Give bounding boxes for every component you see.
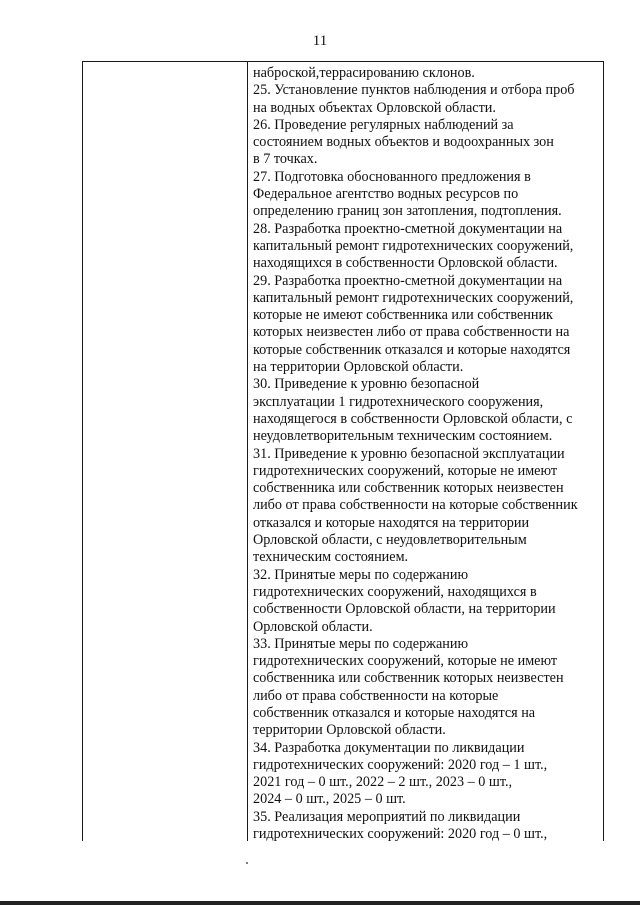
text-line: либо от права собственности на которые: [253, 687, 499, 704]
text-line: капитальный ремонт гидротехнических сооружений,: [253, 289, 574, 306]
text-line: 2021 год – 0 шт., 2022 – 2 шт., 2023 – 0 шт.,: [253, 774, 513, 791]
text-line: неудовлетворительным техническим состоянием.: [253, 428, 553, 445]
text-line: которых неизвестен либо от права собственности на: [253, 324, 570, 341]
text-line: 2024 – 0 шт., 2025 – 0 шт.: [253, 791, 406, 808]
text-line: капитальный ремонт гидротехнических сооружений,: [253, 237, 574, 254]
table-left-cell: [83, 62, 247, 841]
document-table: [82, 61, 604, 841]
text-line: 29. Разработка проектно-сметной документации на: [253, 272, 563, 289]
text-line: 32. Принятые меры по содержанию: [253, 566, 469, 583]
text-line: территории Орловской области.: [253, 722, 446, 739]
text-line: Федеральное агентство водных ресурсов по: [253, 186, 519, 203]
text-line: 27. Подготовка обоснованного предложения в: [253, 168, 531, 185]
text-line: 33. Принятые меры по содержанию: [253, 635, 469, 652]
text-line: 31. Приведение к уровню безопасной эксплуатации: [253, 445, 565, 462]
text-line: 26. Проведение регулярных наблюдений за: [253, 116, 514, 133]
text-line: техническим состоянием.: [253, 549, 409, 566]
text-line: Орловской области, с неудовлетворительным: [253, 532, 527, 549]
scan-speck: [246, 862, 248, 864]
text-line: либо от права собственности на которые собственник: [253, 497, 578, 514]
text-line: на водных объектах Орловской области.: [253, 99, 496, 116]
text-line: на территории Орловской области.: [253, 359, 464, 376]
text-line: 35. Реализация мероприятий по ликвидации: [253, 808, 521, 825]
table-right-cell: [253, 65, 601, 843]
text-line: состоянием водных объектов и водоохранных зон: [253, 134, 554, 151]
text-line: гидротехнических сооружений: 2020 год – 1 шт.,: [253, 756, 548, 773]
text-line: гидротехнических сооружений, которые не имеют: [253, 462, 558, 479]
text-line: 34. Разработка документации по ликвидации: [253, 739, 525, 756]
text-line: определению границ зон затопления, подтопления.: [253, 203, 562, 220]
text-line: собственности Орловской области, на территории: [253, 601, 556, 618]
scan-bottom-edge: [0, 901, 640, 905]
text-line: 30. Приведение к уровню безопасной: [253, 376, 480, 393]
text-line: которые не имеют собственника или собственник: [253, 307, 553, 324]
text-line: находящихся в собственности Орловской области.: [253, 255, 558, 272]
text-line: 25. Установление пунктов наблюдения и отбора проб: [253, 82, 575, 99]
text-line: собственника или собственник которых неизвестен: [253, 480, 564, 497]
text-line: гидротехнических сооружений: 2020 год – 0 шт.,: [253, 826, 548, 843]
text-line: отказался и которые находятся на территории: [253, 514, 530, 531]
column-divider: [247, 62, 248, 841]
text-line: собственника или собственник которых неизвестен: [253, 670, 564, 687]
text-line: наброской,террасированию склонов.: [253, 65, 475, 81]
text-line: собственник отказался и которые находятся на: [253, 704, 536, 721]
text-line: находящегося в собственности Орловской области, с: [253, 410, 573, 427]
page-number: 11: [312, 33, 328, 49]
text-line: Орловской области.: [253, 618, 373, 635]
text-line: 28. Разработка проектно-сметной документации на: [253, 220, 563, 237]
text-line: гидротехнических сооружений, которые не имеют: [253, 653, 558, 670]
text-line: гидротехнических сооружений, находящихся в: [253, 583, 537, 600]
text-line: в 7 точках.: [253, 151, 318, 168]
text-line: которые собственник отказался и которые находятся: [253, 341, 571, 358]
text-line: эксплуатации 1 гидротехнического сооружения,: [253, 393, 544, 410]
